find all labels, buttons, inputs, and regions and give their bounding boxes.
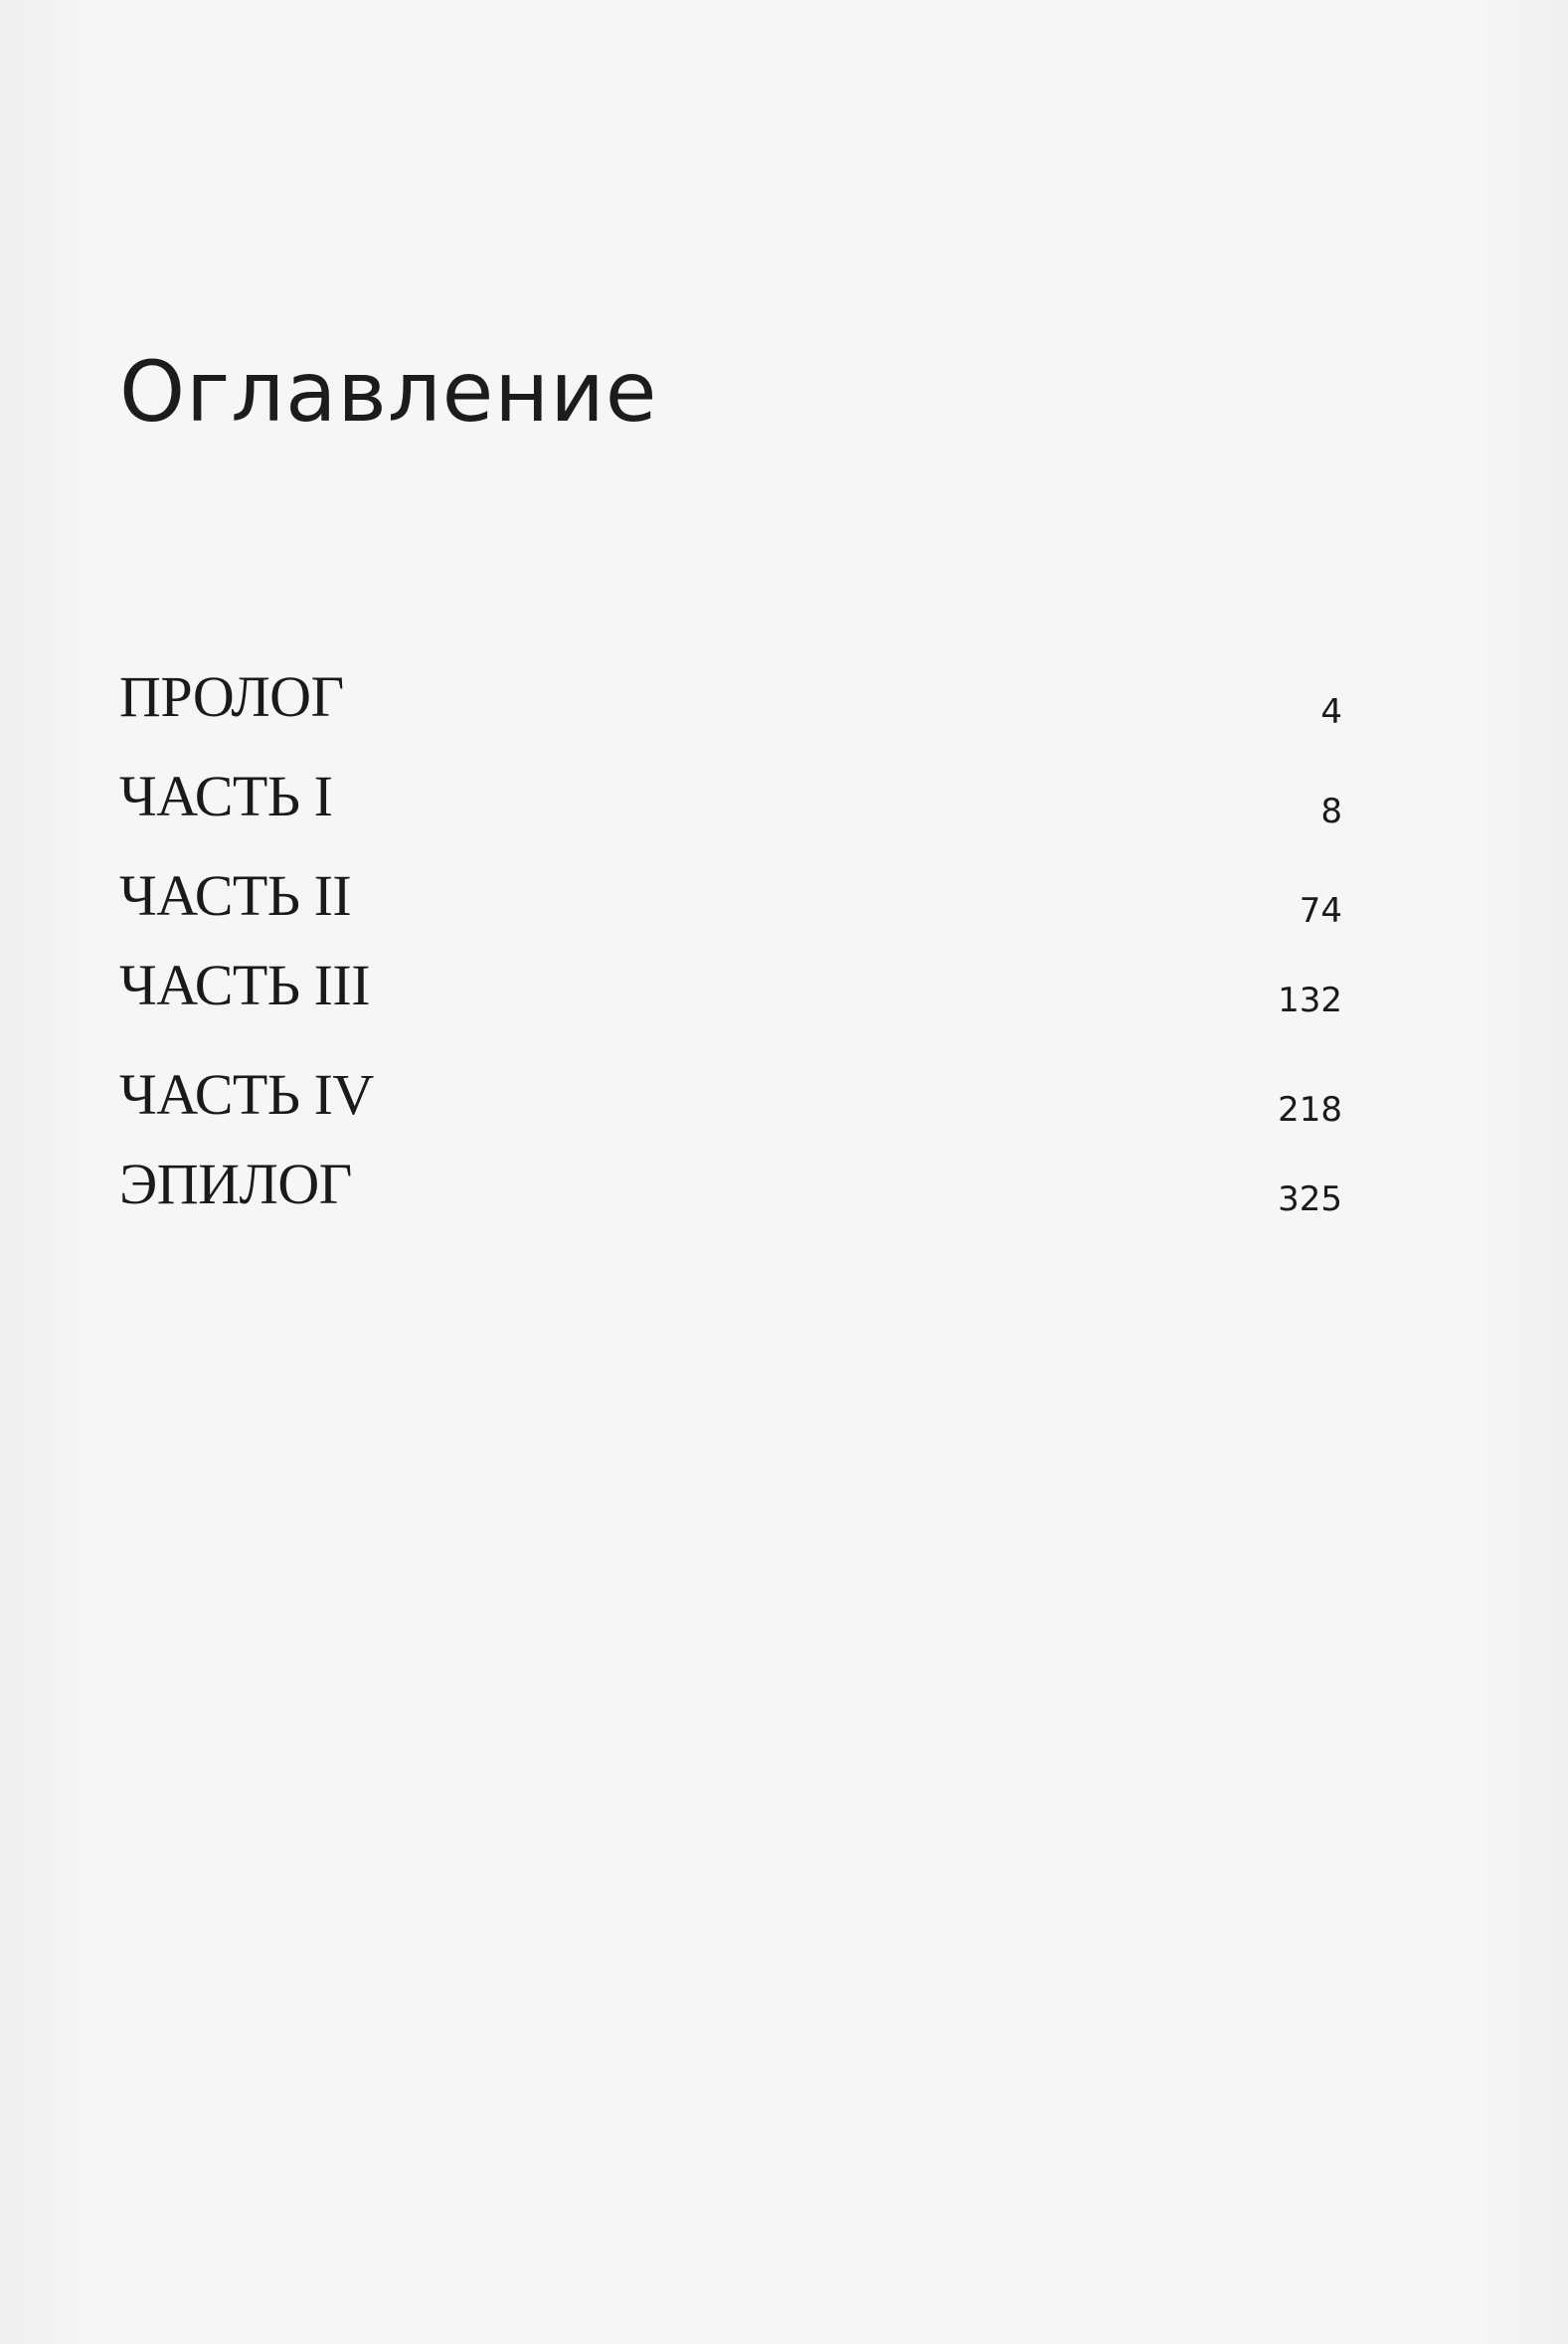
toc-entry-label: ЧАСТЬ II <box>119 863 352 928</box>
toc-entry-label: ПРОЛОГ <box>119 664 344 729</box>
toc-entry-page-number: 132 <box>1278 981 1342 1020</box>
toc-entry-page-number: 74 <box>1299 891 1342 931</box>
toc-title: Оглавление <box>119 343 658 441</box>
toc-entry-page-number: 8 <box>1320 792 1342 831</box>
toc-entry-label: ЧАСТЬ III <box>119 953 371 1017</box>
toc-entry-page-number: 218 <box>1278 1090 1342 1130</box>
toc-entry-part-4[interactable] <box>119 1064 1342 1134</box>
toc-entry-prologue[interactable] <box>119 666 1342 736</box>
toc-entry-part-3[interactable] <box>119 955 1342 1024</box>
toc-entry-page-number: 4 <box>1320 692 1342 732</box>
toc-entry-label: ЭПИЛОГ <box>119 1152 352 1216</box>
toc-entry-epilogue[interactable] <box>119 1154 1342 1223</box>
toc-entry-part-2[interactable] <box>119 865 1342 935</box>
toc-entry-page-number: 325 <box>1278 1179 1342 1219</box>
toc-entry-part-1[interactable] <box>119 766 1342 835</box>
toc-entry-label: ЧАСТЬ IV <box>119 1062 374 1127</box>
toc-entry-label: ЧАСТЬ I <box>119 764 333 828</box>
